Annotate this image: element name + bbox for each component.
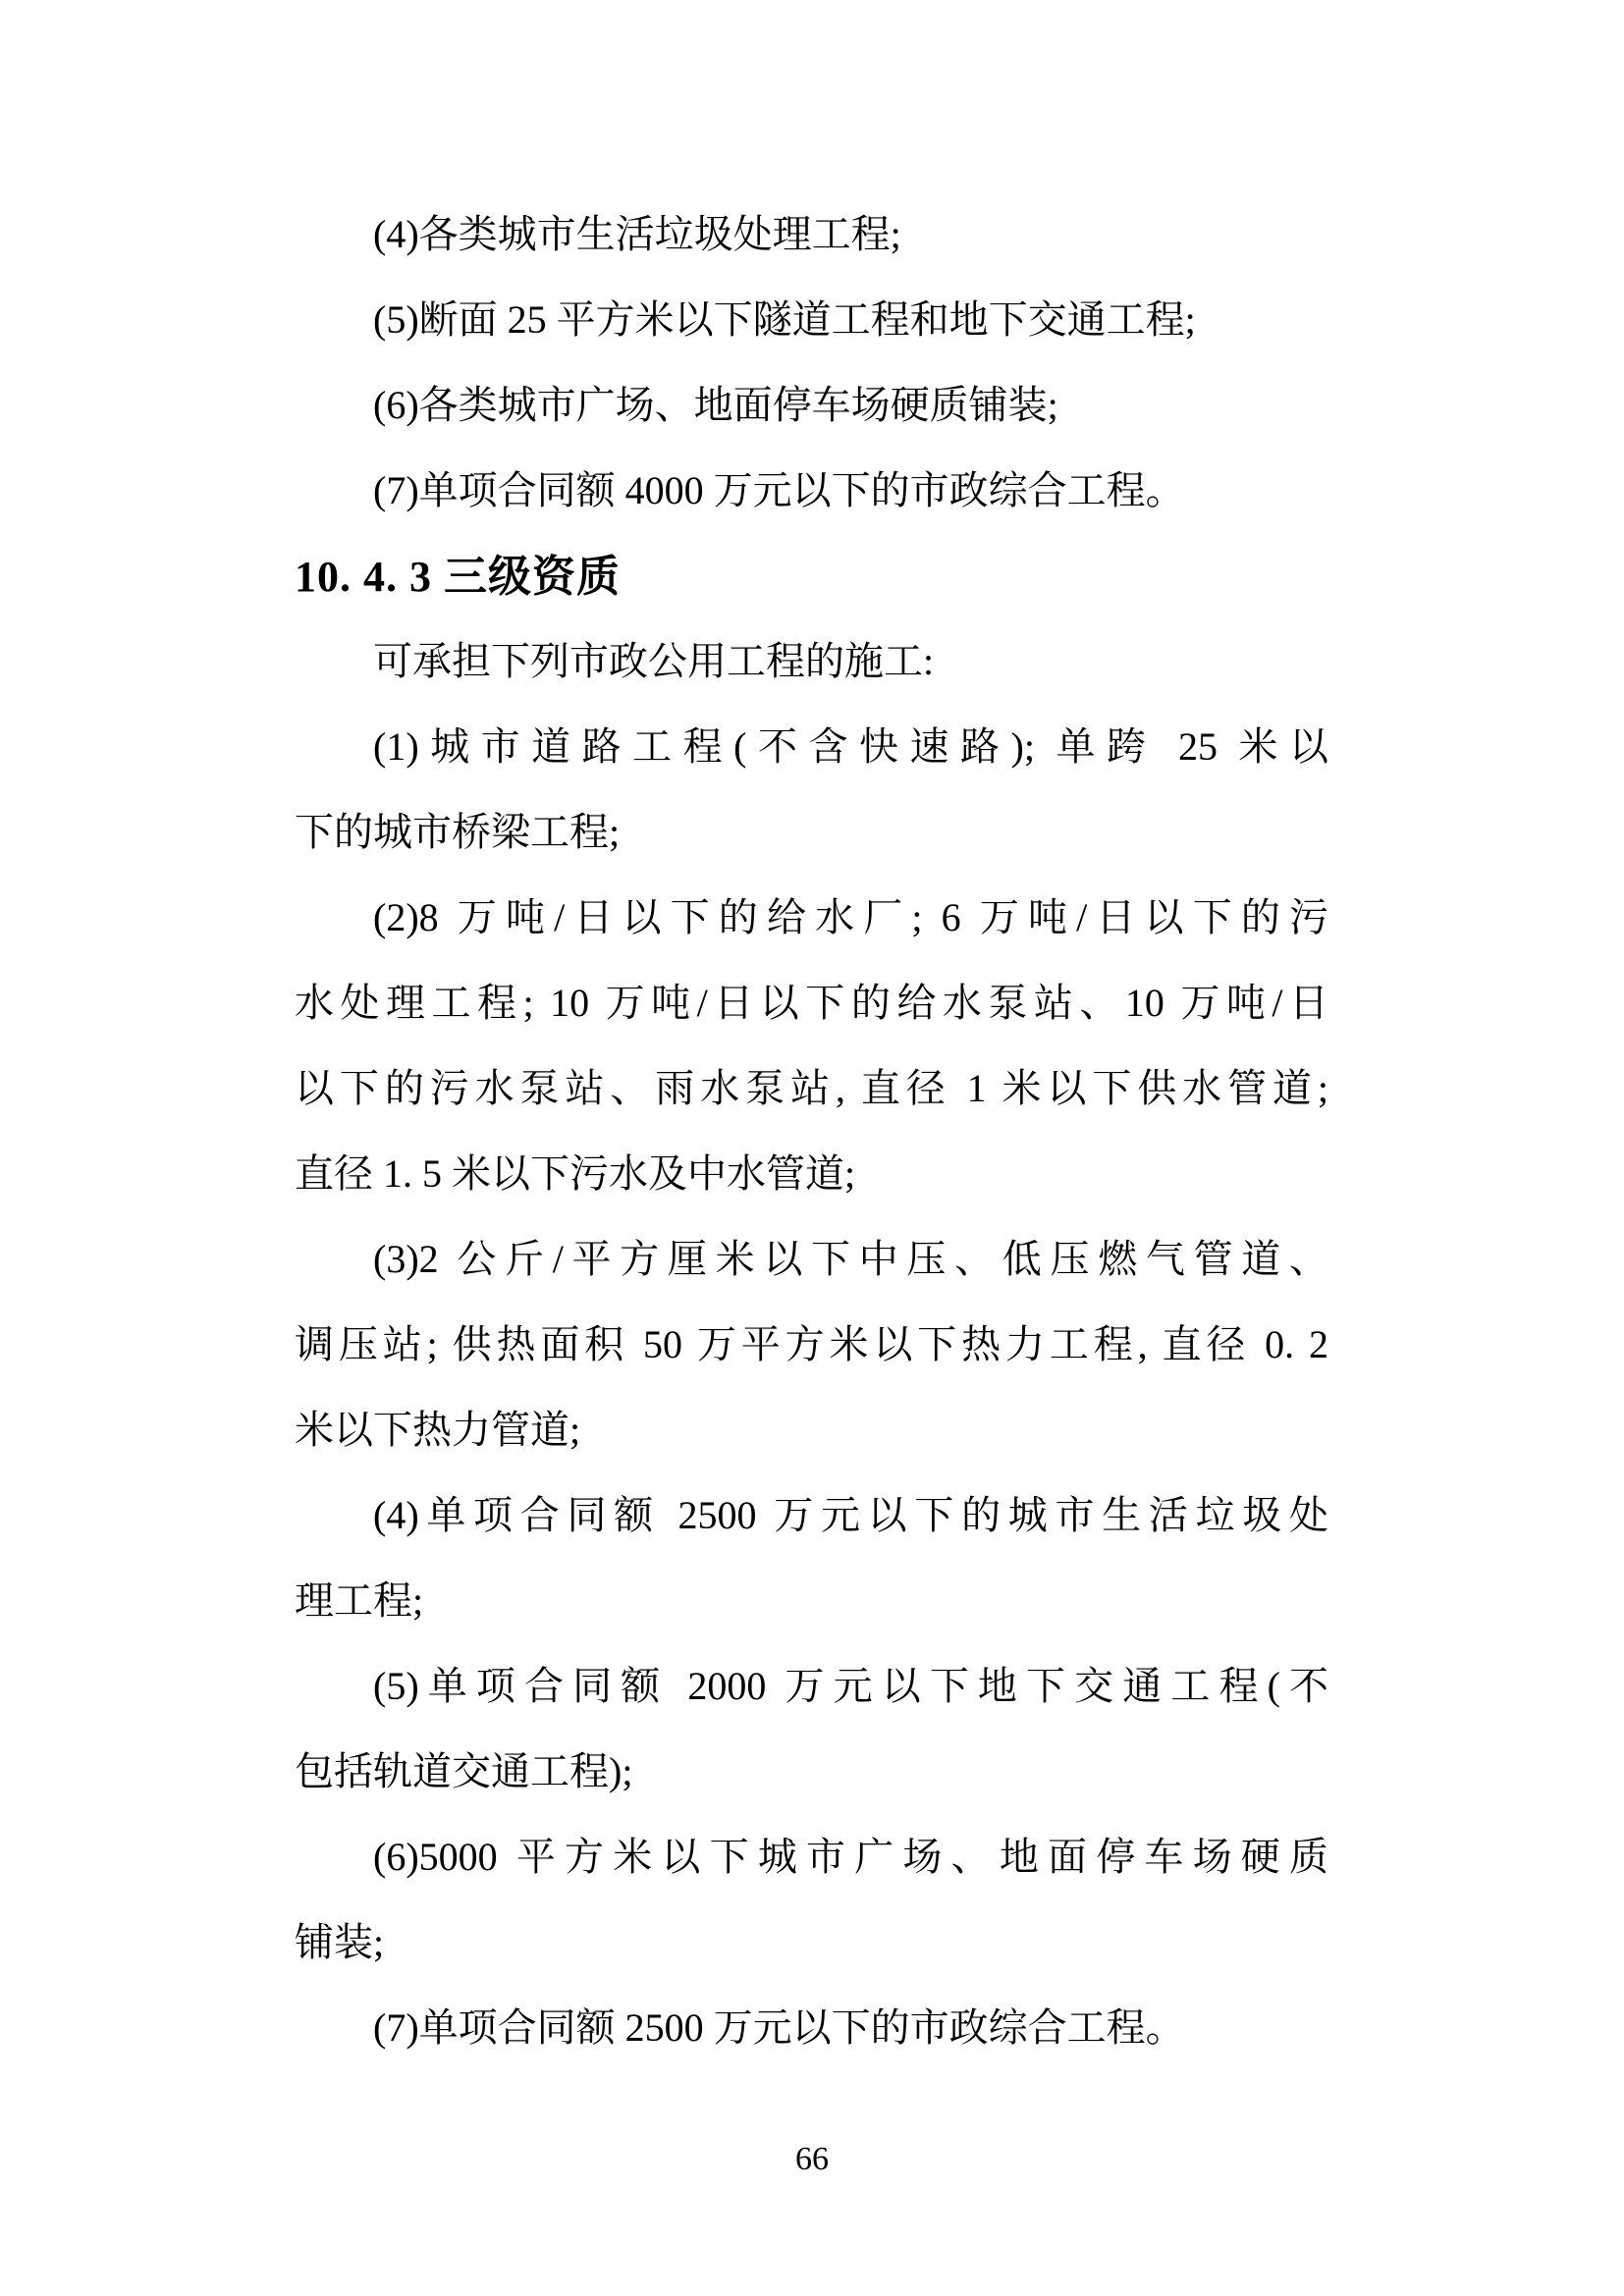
doc-line: (2)8 万吨/日以下的给水厂; 6 万吨/日以下的污 <box>373 895 1328 939</box>
doc-line: 包括轨道交通工程); <box>295 1749 633 1793</box>
doc-line: 理工程; <box>295 1578 424 1623</box>
doc-line: (3)2 公斤/平方厘米以下中压、低压燃气管道、 <box>373 1237 1328 1281</box>
doc-line: 铺装; <box>295 1920 385 1964</box>
doc-line: 以下的污水泵站、雨水泵站, 直径 1 米以下供水管道; <box>295 1066 1328 1110</box>
doc-line: 米以下热力管道; <box>295 1408 581 1452</box>
doc-line: (1)城市道路工程(不含快速路); 单跨 25 米以 <box>373 724 1328 769</box>
doc-line: 调压站; 供热面积 50 万平方米以下热力工程, 直径 0. 2 <box>295 1322 1328 1366</box>
doc-line: 直径 1. 5 米以下污水及中水管道; <box>295 1151 856 1196</box>
doc-line: (7)单项合同额 2500 万元以下的市政综合工程。 <box>373 2005 1185 2050</box>
doc-line: 水处理工程; 10 万吨/日以下的给水泵站、10 万吨/日 <box>295 981 1328 1025</box>
doc-line: (5)断面 25 平方米以下隧道工程和地下交通工程; <box>373 297 1196 342</box>
section-heading: 10. 4. 3 三级资质 <box>295 553 621 601</box>
doc-line: (4)各类城市生活垃圾处理工程; <box>373 212 901 256</box>
doc-line: (4)单项合同额 2500 万元以下的城市生活垃圾处 <box>373 1493 1328 1537</box>
page-number: 66 <box>795 2141 829 2177</box>
doc-line: (6)5000 平方米以下城市广场、地面停车场硬质 <box>373 1835 1328 1879</box>
doc-line: (6)各类城市广场、地面停车场硬质铺装; <box>373 383 1058 427</box>
doc-line: 下的城市桥梁工程; <box>295 810 621 854</box>
doc-line: 可承担下列市政公用工程的施工: <box>373 639 935 683</box>
doc-line: (7)单项合同额 4000 万元以下的市政综合工程。 <box>373 468 1185 512</box>
doc-line: (5)单项合同额 2000 万元以下地下交通工程(不 <box>373 1664 1328 1708</box>
